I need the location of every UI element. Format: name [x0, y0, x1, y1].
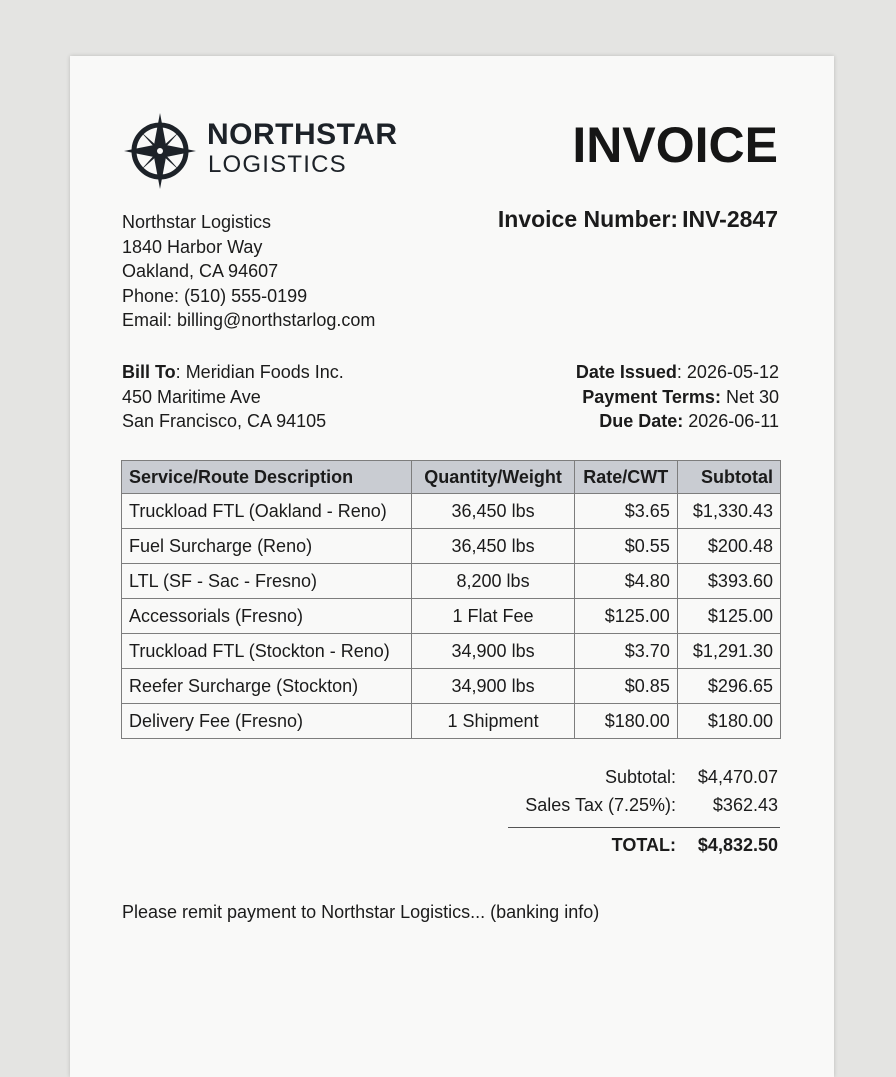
invoice-dates: Date Issued: 2026-05-12 Payment Terms: Net 30 Due Date: 2026-06-11	[575, 362, 779, 432]
table-row	[122, 634, 781, 669]
logo-wordmark-bottom: LOGISTICS	[208, 151, 347, 178]
cell-subtotal: $200.48	[677, 529, 780, 564]
bill-to-block: Bill To: Meridian Foods Inc. 450 Maritime Ave San Francisco, CA 94105	[122, 360, 344, 434]
bill-to-city: San Francisco, CA 94105	[122, 411, 327, 432]
cell-subtotal: $393.60	[677, 564, 780, 599]
sender-phone: Phone: (510) 555-0199	[122, 285, 308, 306]
header-quantity: Quantity/Weight	[412, 461, 574, 494]
due-date-label: Due Date:	[599, 411, 684, 432]
logo-wordmark-top: NORTHSTAR	[207, 118, 398, 151]
cell-quantity: 34,900 lbs	[412, 634, 574, 669]
invoice-page	[70, 56, 834, 1077]
cell-rate: $3.70	[574, 634, 677, 669]
line-items-table	[121, 460, 781, 739]
cell-quantity: 36,450 lbs	[412, 494, 574, 529]
bill-to-street: 450 Maritime Ave	[122, 386, 261, 407]
table-row	[122, 529, 781, 564]
cell-description: Delivery Fee (Fresno)	[122, 704, 412, 739]
invoice-number-label: Invoice Number:	[497, 206, 679, 232]
table-row	[122, 669, 781, 704]
date-issued-value: 2026-05-12	[686, 362, 779, 382]
sender-street: 1840 Harbor Way	[122, 236, 263, 257]
invoice-number-value: INV-2847	[682, 206, 778, 232]
sender-address	[122, 210, 375, 333]
totals-block	[508, 763, 778, 860]
cell-subtotal: $180.00	[677, 704, 780, 739]
remit-note: Please remit payment to Northstar Logistics... (banking info)	[122, 902, 600, 922]
cell-rate: $4.80	[574, 564, 677, 599]
header-description: Service/Route Description	[122, 461, 412, 494]
tax-value: $362.43	[712, 794, 778, 815]
invoice-title: INVOICE	[572, 117, 778, 173]
tax-row	[508, 791, 778, 819]
cell-quantity: 8,200 lbs	[412, 564, 574, 599]
table-row	[122, 564, 781, 599]
cell-description: Fuel Surcharge (Reno)	[122, 529, 412, 564]
cell-description: Truckload FTL (Oakland - Reno)	[122, 494, 412, 529]
due-date-value: 2026-06-11	[688, 411, 779, 432]
cell-description: Accessorials (Fresno)	[122, 599, 412, 634]
compass-star-icon	[122, 111, 198, 191]
date-issued-label: Date Issued	[575, 362, 677, 382]
invoice-number	[498, 206, 778, 233]
tax-label: Sales Tax (7.25%):	[525, 794, 676, 815]
bill-to-name: Meridian Foods Inc.	[185, 362, 344, 382]
cell-quantity: 1 Flat Fee	[412, 599, 574, 634]
cell-rate: $0.55	[574, 529, 677, 564]
bill-to-label: Bill To	[122, 362, 176, 382]
cell-rate: $3.65	[574, 494, 677, 529]
cell-subtotal: $125.00	[677, 599, 780, 634]
sender-name: Northstar Logistics	[122, 212, 272, 232]
totals-divider	[508, 827, 780, 828]
payment-terms-label: Payment Terms:	[582, 386, 721, 407]
table-header-row	[122, 461, 781, 494]
cell-description: LTL (SF - Sac - Fresno)	[122, 564, 412, 599]
sender-city: Oakland, CA 94607	[122, 261, 279, 282]
subtotal-row	[508, 763, 778, 791]
cell-quantity: 36,450 lbs	[412, 529, 574, 564]
sender-email: Email: billing@northstarlog.com	[122, 310, 376, 331]
cell-quantity: 1 Shipment	[412, 704, 574, 739]
cell-rate: $180.00	[574, 704, 677, 739]
total-label: TOTAL:	[611, 834, 676, 855]
subtotal-label: Subtotal:	[604, 766, 676, 787]
table-row	[122, 494, 781, 529]
header-rate: Rate/CWT	[574, 461, 677, 494]
cell-subtotal: $1,330.43	[677, 494, 780, 529]
cell-quantity: 34,900 lbs	[412, 669, 574, 704]
table-row	[122, 704, 781, 739]
cell-subtotal: $1,291.30	[677, 634, 780, 669]
cell-description: Truckload FTL (Stockton - Reno)	[122, 634, 412, 669]
table-row	[122, 599, 781, 634]
cell-subtotal: $296.65	[677, 669, 780, 704]
header-subtotal: Subtotal	[677, 461, 780, 494]
total-row	[508, 830, 778, 860]
total-value: $4,832.50	[697, 834, 778, 855]
subtotal-value: $4,470.07	[697, 766, 778, 787]
payment-terms-value: Net 30	[725, 386, 779, 407]
cell-description: Reefer Surcharge (Stockton)	[122, 669, 412, 704]
cell-rate: $0.85	[574, 669, 677, 704]
company-logo	[122, 111, 412, 191]
cell-rate: $125.00	[574, 599, 677, 634]
